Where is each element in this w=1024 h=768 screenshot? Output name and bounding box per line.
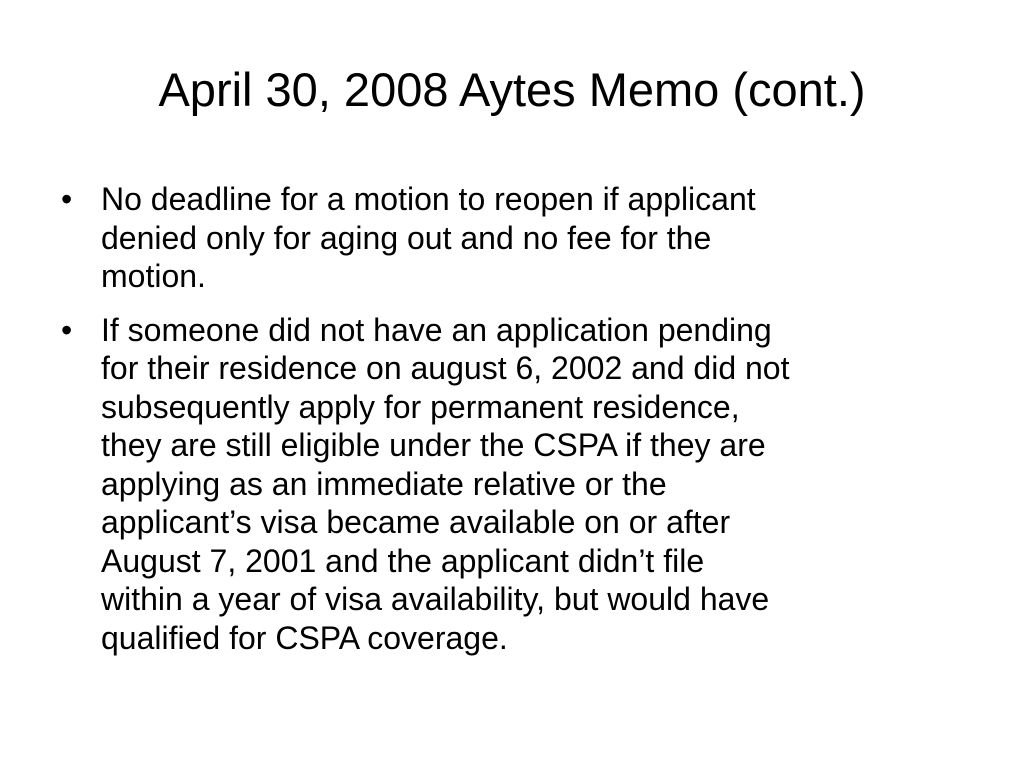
bullet-line: No deadline for a motion to reopen if applicant [101, 181, 756, 217]
bullet-icon: • [61, 311, 73, 348]
slide-title: April 30, 2008 Aytes Memo (cont.) [158, 63, 866, 116]
bullet-line: subsequently apply for permanent residence, [101, 388, 740, 425]
bullet-item-motion-to-reopen [58, 180, 978, 296]
bullet-line: If someone did not have an application pending [101, 311, 772, 348]
bullet-line: they are still eligible under the CSPA if they are [101, 427, 766, 463]
bullet-line: denied only for aging out and no fee for the [101, 219, 712, 256]
bullet-icon: • [61, 181, 73, 217]
bullet-item-cspa-eligibility [58, 311, 978, 658]
bullet-list [58, 180, 978, 672]
bullet-line: within a year of visa availability, but would have [101, 581, 770, 617]
bullet-line: for their residence on august 6, 2002 and did not [101, 350, 790, 386]
bullet-line: applying as an immediate relative or the [101, 465, 667, 502]
bullet-line: August 7, 2001 and the applicant didn’t file [101, 542, 705, 579]
bullet-line: motion. [101, 258, 206, 294]
bullet-line: applicant’s visa became available on or after [101, 504, 731, 540]
bullet-line: qualified for CSPA coverage. [101, 619, 508, 656]
